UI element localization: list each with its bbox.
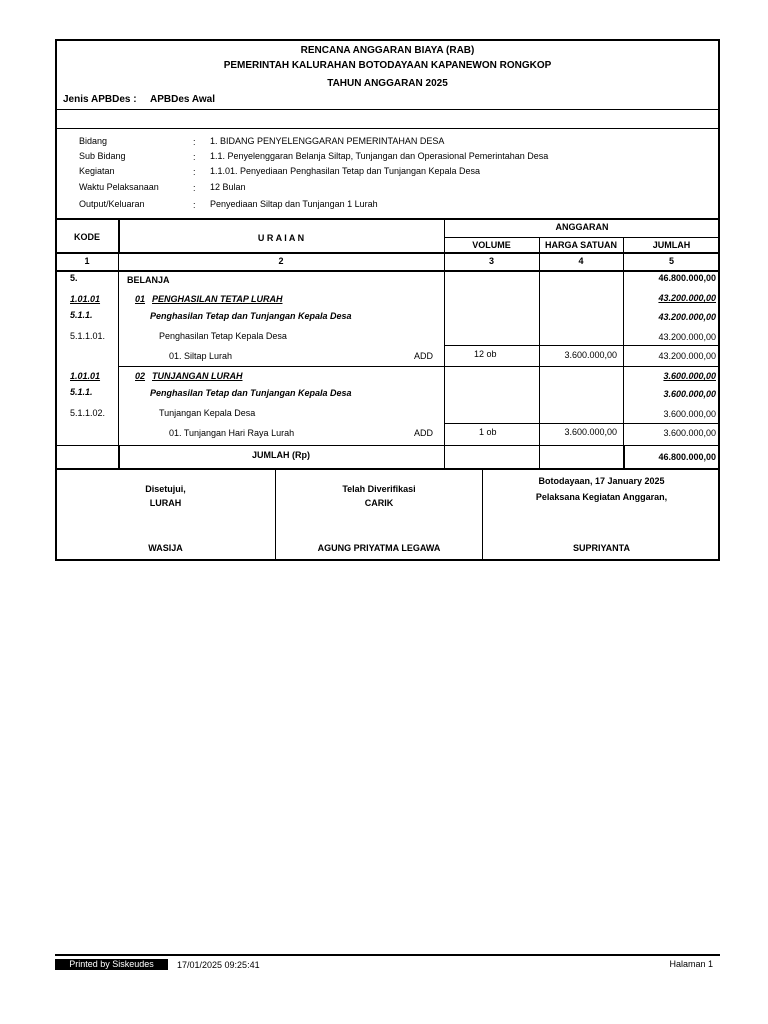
divider (56, 252, 720, 254)
row-jumlah: 46.800.000,00 (658, 273, 716, 283)
header-anggaran: ANGGARAN (555, 222, 609, 232)
row-harga-satuan: 3.600.000,00 (564, 427, 617, 437)
info-value-bidang: 1. BIDANG PENYELENGGARAN PEMERINTAHAN DESA (210, 136, 445, 146)
row-volume: 1 ob (479, 427, 497, 437)
doc-title: RENCANA ANGGARAN BIAYA (RAB) (300, 45, 475, 56)
row-uraian: PENGHASILAN TETAP LURAH (152, 294, 283, 304)
row-kode: 1.01.01 (70, 294, 101, 304)
row-number: 01 (135, 294, 146, 304)
row-uraian: Penghasilan Tetap Kepala Desa (159, 331, 287, 341)
divider (56, 468, 720, 470)
row-jumlah: 43.200.000,00 (658, 332, 716, 342)
page-number: Halaman 1 (669, 959, 713, 969)
signature-middle-name: AGUNG PRIYATMA LEGAWA (317, 543, 441, 553)
divider (56, 218, 720, 220)
header-uraian: U R A I A N (257, 233, 305, 243)
signature-middle-title: Telah Diverifikasi (342, 484, 416, 494)
signature-left-name: WASIJA (148, 543, 183, 553)
signature-left-title: Disetujui, (145, 484, 186, 494)
row-divider (444, 345, 720, 346)
column-number-4: 4 (578, 256, 584, 266)
row-sumber-dana: ADD (414, 351, 434, 361)
row-jumlah: 43.200.000,00 (658, 293, 716, 303)
row-kode: 5. (70, 273, 78, 283)
info-sep: : (193, 167, 196, 177)
row-uraian: Penghasilan Tetap dan Tunjangan Kepala Desa (150, 388, 352, 398)
row-jumlah: 3.600.000,00 (663, 409, 716, 419)
info-value-output: Penyediaan Siltap dan Tunjangan 1 Lurah (210, 199, 378, 209)
jenis-apbdes-label: Jenis APBDes : (63, 94, 137, 105)
info-label-output: Output/Keluaran (79, 199, 145, 209)
jenis-apbdes-value: APBDes Awal (150, 94, 216, 105)
row-uraian: 01. Tunjangan Hari Raya Lurah (169, 428, 295, 438)
row-divider (118, 366, 720, 367)
info-label-kegiatan: Kegiatan (79, 166, 115, 176)
doc-subtitle-year: TAHUN ANGGARAN 2025 (327, 78, 448, 89)
row-jumlah: 43.200.000,00 (658, 351, 716, 361)
row-uraian: TUNJANGAN LURAH (152, 371, 243, 381)
signature-middle-role: CARIK (364, 498, 394, 508)
row-jumlah: 3.600.000,00 (663, 371, 716, 381)
info-value-sub-bidang: 1.1. Penyelenggaran Belanja Siltap, Tunjangan dan Operasional Pemerintahan Desa (210, 151, 549, 161)
info-value-kegiatan: 1.1.01. Penyediaan Penghasilan Tetap dan Tunjangan Kepala Desa (210, 166, 481, 176)
total-label: JUMLAH (Rp) (252, 450, 310, 460)
column-number-5: 5 (668, 256, 674, 266)
signature-right-date: Botodayaan, 17 January 2025 (538, 476, 665, 486)
column-divider (118, 271, 119, 445)
column-number-1: 1 (84, 256, 90, 266)
header-volume: VOLUME (472, 240, 511, 250)
column-divider (444, 446, 445, 469)
header-kode: KODE (73, 232, 100, 242)
row-sumber-dana: ADD (414, 428, 434, 438)
doc-subtitle-government: PEMERINTAH KALURAHAN BOTODAYAAN KAPANEWON RONGKOP (223, 60, 552, 71)
total-value: 46.800.000,00 (658, 452, 716, 462)
signature-right-name: SUPRIYANTA (572, 543, 630, 553)
info-sep: : (193, 183, 196, 193)
row-kode: 5.1.1. (70, 310, 93, 320)
print-timestamp: 17/01/2025 09:25:41 (177, 960, 260, 970)
info-label-waktu: Waktu Pelaksanaan (79, 182, 159, 192)
divider (56, 109, 720, 110)
column-number-2: 2 (278, 256, 284, 266)
signature-left-role: LURAH (149, 498, 182, 508)
footer-divider (55, 954, 720, 956)
column-divider (539, 446, 540, 469)
column-divider (444, 271, 445, 445)
row-harga-satuan: 3.600.000,00 (564, 350, 617, 360)
info-value-waktu: 12 Bulan (210, 182, 246, 192)
divider (444, 237, 720, 238)
row-jumlah: 43.200.000,00 (658, 312, 716, 322)
row-jumlah: 3.600.000,00 (663, 428, 716, 438)
info-label-sub-bidang: Sub Bidang (79, 151, 126, 161)
header-harga-satuan: HARGA SATUAN (545, 240, 617, 250)
header-jumlah: JUMLAH (652, 240, 691, 250)
row-kode: 1.01.01 (70, 371, 101, 381)
row-volume: 12 ob (474, 349, 497, 359)
column-number-3: 3 (488, 256, 494, 266)
row-kode: 5.1.1. (70, 387, 93, 397)
row-kode: 5.1.1.01. (70, 331, 106, 341)
row-jumlah: 3.600.000,00 (663, 389, 716, 399)
row-uraian: Tunjangan Kepala Desa (159, 408, 256, 418)
signature-right-role: Pelaksana Kegiatan Anggaran, (535, 492, 668, 502)
info-label-bidang: Bidang (79, 136, 108, 146)
printed-by-badge: Printed by Siskeudes (55, 959, 168, 970)
info-sep: : (193, 200, 196, 210)
divider (56, 270, 720, 272)
row-kode: 5.1.1.02. (70, 408, 106, 418)
row-divider (56, 445, 720, 446)
divider (56, 128, 720, 129)
row-uraian: BELANJA (127, 275, 170, 285)
row-uraian: Penghasilan Tetap dan Tunjangan Kepala Desa (150, 311, 352, 321)
info-sep: : (193, 152, 196, 162)
row-uraian: 01. Siltap Lurah (169, 351, 233, 361)
row-divider (444, 423, 720, 424)
info-sep: : (193, 137, 196, 147)
row-number: 02 (135, 371, 146, 381)
